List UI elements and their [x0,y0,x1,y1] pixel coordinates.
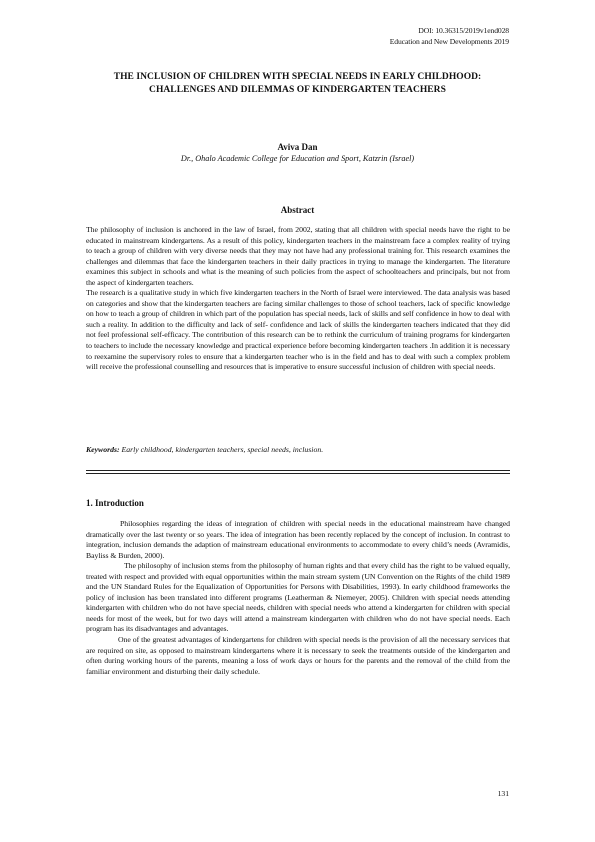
abstract-paragraph: The research is a qualitative study in which five kindergarten teachers in the North of Israel were interviewed. The data analysis was based on categories and show that the kindergarten teachers are facing similar challenges to those of school teachers, lack of specific knowledge on how to teach a group of children in which part of the population has special needs, lack of skills and self confidence in how to deal with such a reality. In addition to the difficulty and lack of self- confidence and lack of skills the kindergarten teachers indicated that they did not feel professional self-efficacy. The contribution of this research can be to rethink the curriculum of training programs for kindergarten to teachers to include the necessary knowledge and practical experience before becoming kindergarten teachers .In addition it is necessary to reexamine the supervisory roles to ensure that a kindergarten teacher who is in the field and has to deal with such a complex problem will receive the professional counselling and resources that is imperative to ensure successful inclusion of children with special needs. [86,288,510,372]
keywords-line [86,445,510,456]
section-divider [86,470,510,471]
running-header [390,26,509,47]
doi-text: DOI: 10.36315/2019v1end028 [418,26,509,35]
introduction-body [86,519,510,677]
introduction-paragraph: One of the greatest advantages of kindergartens for children with special needs is the provision of all the necessary services that are required on site, as opposed to mainstream kindergartens where it is necessary to seek the treatments outside of the kindergarten and often during working hours of the parents, meaning a loss of work days or hours for the parents and the removal of the child from the familiar environment and disturbing their daily schedule. [86,635,510,676]
abstract-body [86,225,510,373]
keywords-text: Early childhood, kindergarten teachers, special needs, inclusion. [119,445,324,454]
author-affiliation: Dr., Ohalo Academic College for Education and Sport, Katzrin (Israel) [180,154,415,163]
keywords-label: Keywords: [86,445,120,454]
section-divider [86,473,510,474]
abstract-paragraph: The philosophy of inclusion is anchored in the law of Israel, from 2002, stating that all children with special needs have the right to be educated in mainstream kindergartens. As a result of this policy, kindergarten teachers in the mainstream face a complex reality of trying to teach a group of children with very diverse needs that they may not have had any professional training for. This research examines the challenges and dilemmas that face the kindergarten teachers in their daily practices in trying to manage the kindergarten. The literature examines this subject in schools and what is the meaning of such policies from the aspect of schoolteachers and principals, but not from the aspect of kindergarten teachers. [86,225,510,287]
paper-title: THE INCLUSION OF CHILDREN WITH SPECIAL NEEDS IN EARLY CHILDHOOD: CHALLENGES AND DILEMMAS OF KINDERGARTEN TEACHERS [113,72,482,96]
author-name: Aviva Dan [277,142,318,152]
introduction-paragraph: The philosophy of inclusion stems from the philosophy of human rights and that every child has the right to be valued equally, treated with respect and provided with equal opportunities within the main stream system (UN Convention on the Rights of the child 1989 and the UN Standard Rules for the Equalization of Opportunities for Persons with Disabilities, 1993). In early childhood frameworks the policy of inclusion has been translated into different programs (Leatherman & Niemeyer, 2005). Children with special needs attending kindergarten with children who do not have special needs, children with special needs who attend a kindergarten for children with special needs for most of the week, but for two days will attend a mainstream kindergarten with children who do not have special needs. Each program has its disadvantages and advantages. [86,561,510,634]
journal-name: Education and New Developments 2019 [389,36,509,46]
introduction-paragraph: Philosophies regarding the ideas of integration of children with special needs in the educational mainstream have changed dramatically over the last twenty or so years. The idea of integration has been recently replaced by the concept of inclusion. In contrast to integration, inclusion demands the adaption of mainstream educational environments to accommodate to every child’s needs (Avramidis, Bayliss & Burden, 2000). [86,519,510,560]
page-number: 131 [497,789,509,798]
introduction-heading: 1. Introduction [86,498,144,508]
abstract-heading: Abstract [280,205,315,215]
